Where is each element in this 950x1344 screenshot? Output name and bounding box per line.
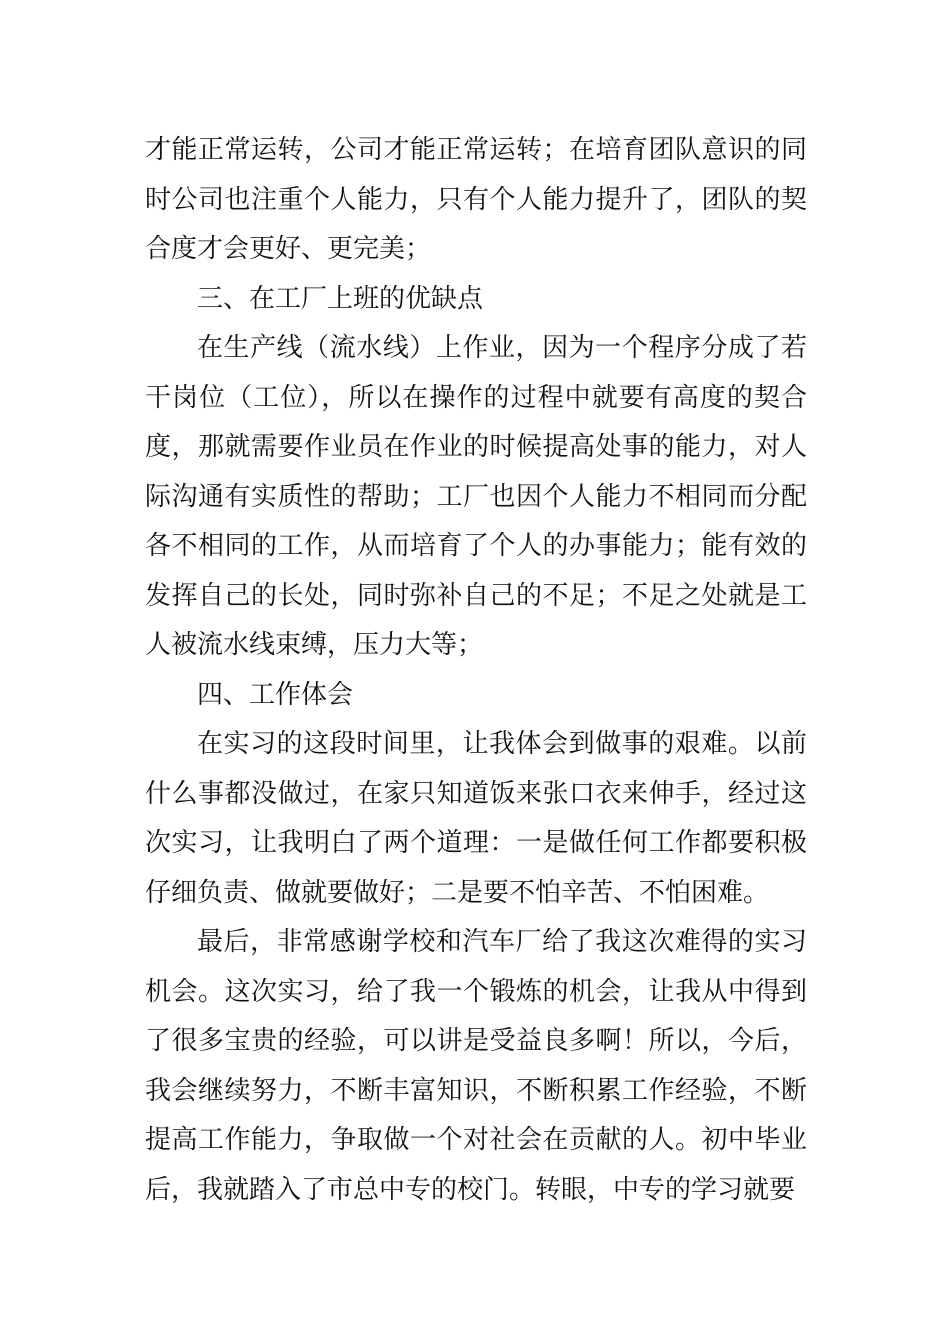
section-heading-work-experience: 四、工作体会 (197, 679, 354, 710)
paragraph-team-ability: 才能正常运转，公司才能正常运转；在培育团队意识的同时公司也注重个人能力，只有个人能力提升了，团队的契合度才会更好、更完美； (145, 135, 807, 264)
paragraph-production-line: 在生产线（流水线）上作业，因为一个程序分成了若干岗位（工位），所以在操作的过程中就要有高度的契合度，那就需要作业员在作业的时候提高处事的能力，对人际沟通有实质性的帮助；工厂也因个人能力不相同而分配各不相同的工作，从而培育了个人的办事能力；能有效的发挥自己的长处，同时弥补自己的不足；不足之处就是工人被流水线束缚，压力大等； (145, 333, 807, 660)
paragraph-closing-thanks: 最后，非常感谢学校和汽车厂给了我这次难得的实习机会。这次实习，给了我一个锻炼的机会，让我从中得到了很多宝贵的经验，可以讲是受益良多啊！所以，今后，我会继续努力，不断丰富知识，不断积累工作经验，不断提高工作能力，争取做一个对社会在贡献的人。初中毕业后，我就踏入了市总中专的校门。转眼，中专的学习就要 (145, 927, 807, 1205)
paragraph-internship-lessons: 在实习的这段时间里，让我体会到做事的艰难。以前什么事都没做过，在家只知道饭来张口衣来伸手，经过这次实习，让我明白了两个道理：一是做任何工作都要积极仔细负责、做就要做好；二是要不怕辛苦、不怕困难。 (145, 729, 807, 908)
document-body (145, 126, 807, 1215)
section-heading-factory-pros-cons: 三、在工厂上班的优缺点 (197, 283, 484, 314)
